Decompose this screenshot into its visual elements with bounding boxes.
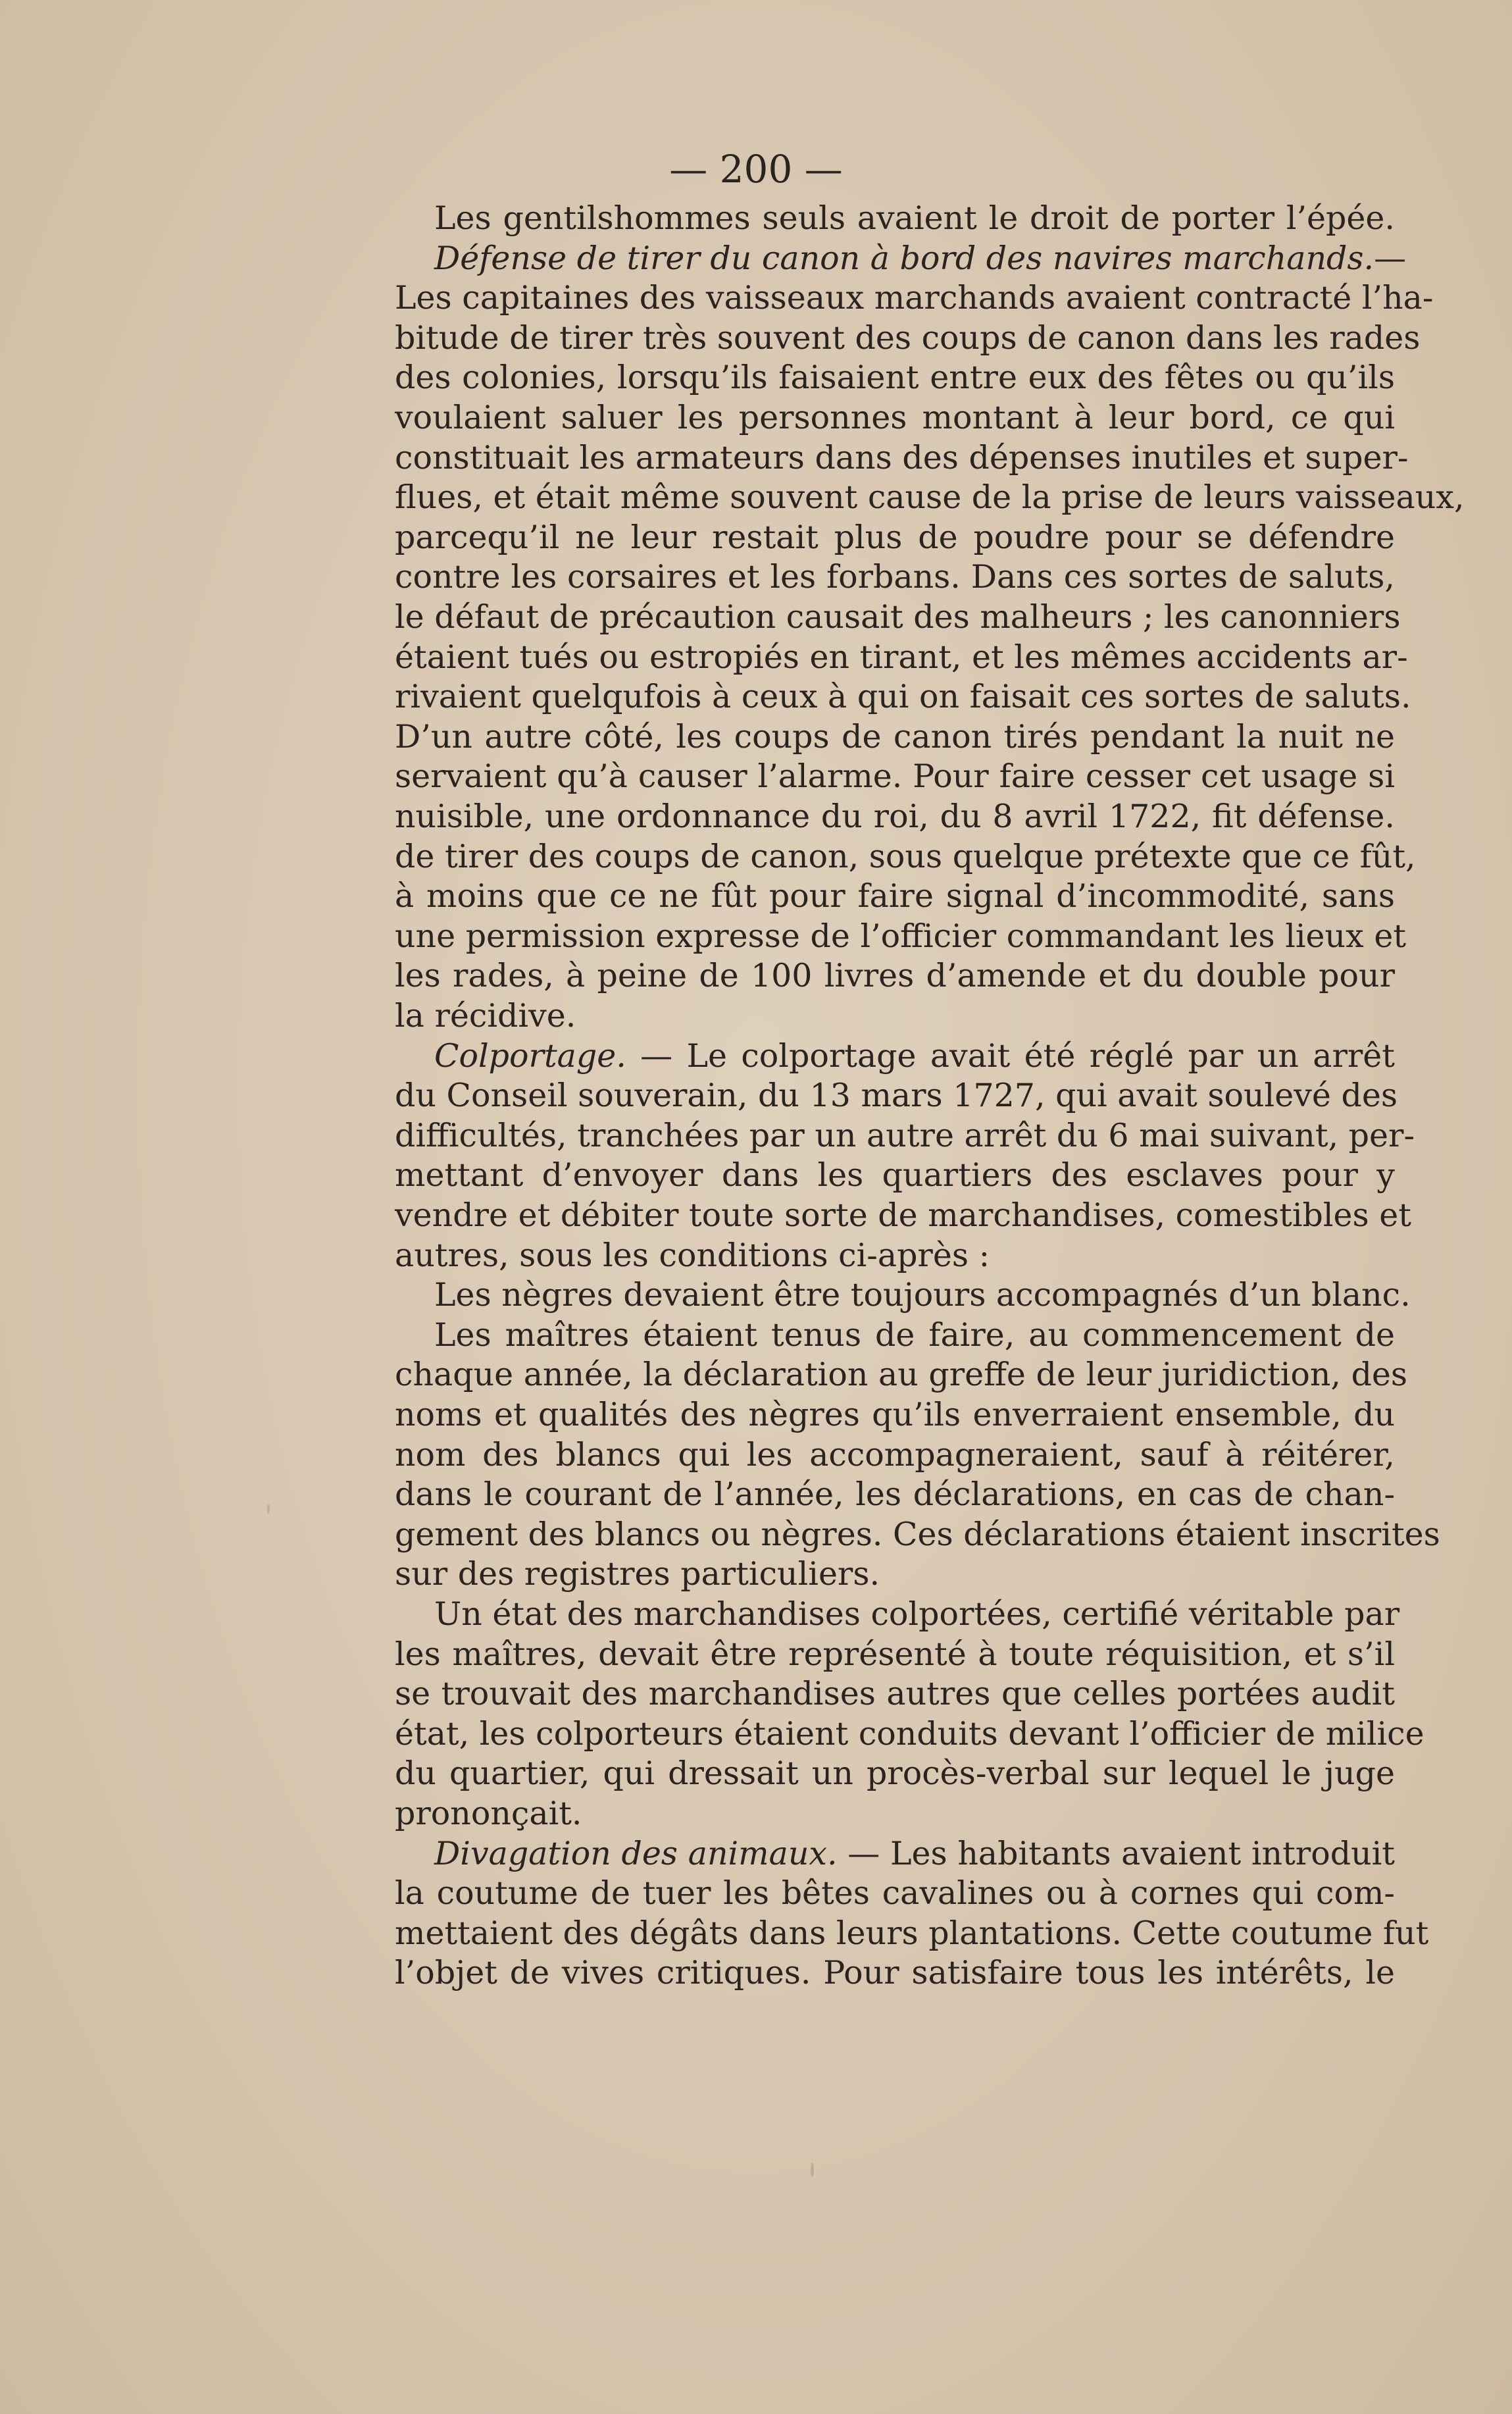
text-line: contre les corsaires et les forbans. Dans ces sortes de saluts,	[395, 558, 1395, 596]
section-heading-line	[395, 238, 1407, 280]
text-line: parcequ’il ne leur restait plus de poudre pour se défendre	[395, 518, 1395, 556]
text-line: Un état des marchandises colportées, certifié véritable par	[434, 1595, 1400, 1633]
text-line: noms et qualités des nègres qu’ils enverraient ensemble, du	[395, 1396, 1395, 1433]
text-line: mettaient des dégâts dans leurs plantations. Cette coutume fut	[395, 1914, 1429, 1952]
text-line: chaque année, la déclaration au greffe de leur juridiction, des	[395, 1356, 1408, 1394]
text-line: la coutume de tuer les bêtes cavalines ou à cornes qui com-	[395, 1874, 1395, 1913]
text-line: Les maîtres étaient tenus de faire, au commencement de	[434, 1316, 1395, 1354]
paper-stain	[267, 1504, 270, 1514]
section-heading: Défense de tirer du canon à bord des navires marchands.	[434, 239, 1374, 277]
text-line: les rades, à peine de 100 livres d’amende et du double pour	[395, 957, 1395, 995]
text-line: nuisible, une ordonnance du roi, du 8 avril 1722, fit défense.	[395, 798, 1395, 835]
text-line: sur des registres particuliers.	[395, 1555, 880, 1593]
text-line: prononçait.	[395, 1795, 582, 1832]
text-line: du quartier, qui dressait un procès-verbal sur lequel le juge	[395, 1755, 1395, 1793]
text-line: une permission expresse de l’officier commandant les lieux et	[395, 917, 1407, 955]
text-line: se trouvait des marchandises autres que celles portées audit	[395, 1675, 1395, 1713]
text-line: autres, sous les conditions ci-après :	[395, 1236, 990, 1274]
line-text: —	[1374, 239, 1407, 277]
section-heading-line	[395, 1833, 1395, 1875]
text-line: bitude de tirer très souvent des coups de canon dans les rades	[395, 319, 1421, 357]
text-line: dans le courant de l’année, les déclarations, en cas de chan-	[395, 1476, 1395, 1514]
text-line: nom des blancs qui les accompagneraient, sauf à réitérer,	[395, 1435, 1395, 1474]
text-line: des colonies, lorsqu’ils faisaient entre eux des fêtes ou qu’ils	[395, 359, 1395, 397]
text-line: Les gentilshommes seuls avaient le droit de porter l’épée.	[434, 199, 1395, 237]
text-line: le défaut de précaution causait des malheurs ; les canonniers	[395, 598, 1401, 636]
page-number: — 200 —	[669, 147, 843, 192]
text-line: constituait les armateurs dans des dépenses inutiles et super-	[395, 438, 1409, 476]
text-line: rivaient quelqufois à ceux à qui on faisait ces sortes de saluts.	[395, 678, 1411, 716]
line-text: — Les habitants avaient introduit	[837, 1834, 1395, 1872]
paper-stain	[811, 2163, 814, 2177]
text-line: Les nègres devaient être toujours accompagnés d’un blanc.	[434, 1276, 1411, 1314]
section-heading: Divagation des animaux.	[434, 1834, 838, 1872]
text-line: gement des blancs ou nègres. Ces déclarations étaient inscrites	[395, 1515, 1440, 1553]
text-line: du Conseil souverain, du 13 mars 1727, qui avait soulevé des	[395, 1077, 1398, 1115]
text-line: l’objet de vives critiques. Pour satisfaire tous les intérêts, le	[395, 1954, 1395, 1992]
text-line: état, les colporteurs étaient conduits devant l’officier de milice	[395, 1714, 1424, 1753]
section-heading-line	[395, 1035, 1395, 1077]
section-heading: Colportage.	[434, 1037, 626, 1075]
text-line: servaient qu’à causer l’alarme. Pour faire cesser cet usage si	[395, 758, 1395, 796]
text-line: Les capitaines des vaisseaux marchands avaient contracté l’ha-	[395, 279, 1434, 317]
text-line: vendre et débiter toute sorte de marchandises, comestibles et	[395, 1196, 1411, 1234]
text-line: de tirer des coups de canon, sous quelque prétexte que ce fût,	[395, 837, 1416, 875]
text-line: mettant d’envoyer dans les quartiers des esclaves pour y	[395, 1156, 1395, 1194]
text-line: la récidive.	[395, 997, 576, 1035]
line-text: — Le colportage avait été réglé par un arrêt	[626, 1037, 1395, 1075]
text-line: flues, et était même souvent cause de la prise de leurs vaisseaux,	[395, 478, 1465, 517]
text-line: à moins que ce ne fût pour faire signal d’incommodité, sans	[395, 877, 1395, 915]
text-line: étaient tués ou estropiés en tirant, et les mêmes accidents ar-	[395, 638, 1408, 676]
text-line: difficultés, tranchées par un autre arrêt du 6 mai suivant, per-	[395, 1116, 1415, 1154]
text-line: voulaient saluer les personnes montant à leur bord, ce qui	[395, 399, 1395, 436]
text-line: les maîtres, devait être représenté à toute réquisition, et s’il	[395, 1635, 1395, 1673]
text-line: D’un autre côté, les coups de canon tirés pendant la nuit ne	[395, 717, 1395, 756]
